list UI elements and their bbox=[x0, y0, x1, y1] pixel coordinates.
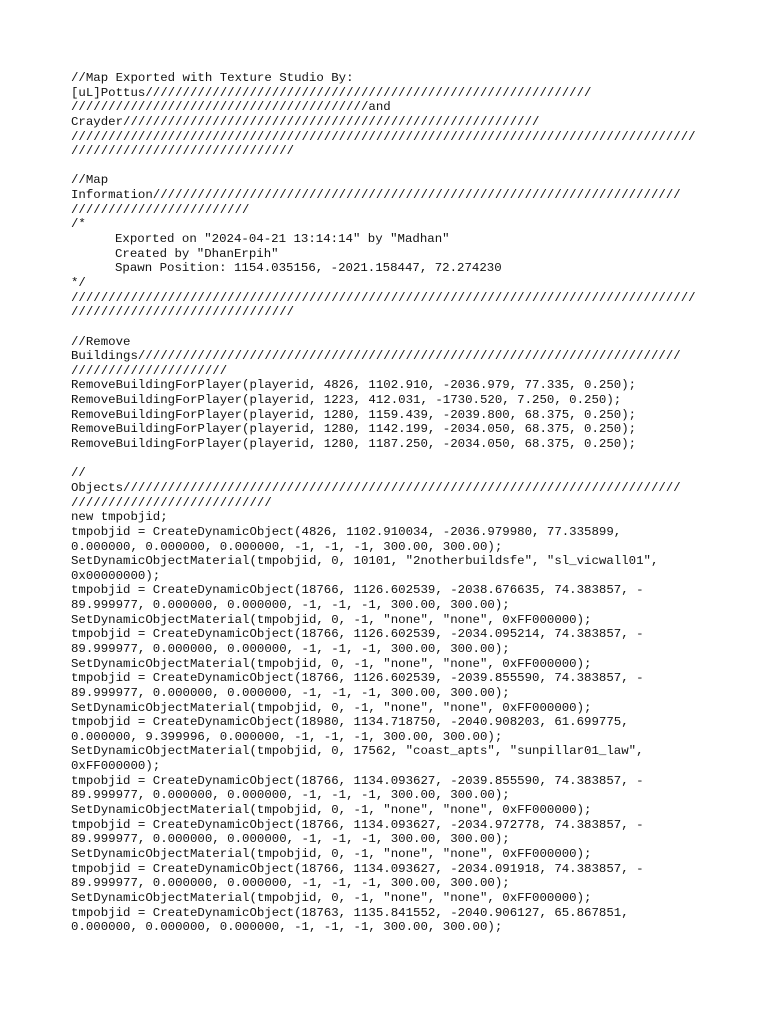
code-line: // bbox=[71, 466, 86, 481]
code-line: 89.999977, 0.000000, 0.000000, -1, -1, -1, 300.00, 300.00); bbox=[71, 832, 510, 847]
code-line: RemoveBuildingForPlayer(playerid, 4826, 1102.910, -2036.979, 77.335, 0.250); bbox=[71, 378, 637, 393]
code-line: SetDynamicObjectMaterial(tmpobjid, 0, -1, "none", "none", 0xFF000000); bbox=[71, 803, 592, 818]
code-line: RemoveBuildingForPlayer(playerid, 1280, 1142.199, -2034.050, 68.375, 0.250); bbox=[71, 422, 637, 437]
code-line: //////////////////////// bbox=[71, 202, 250, 217]
code-line: //////////////////////////////////////////////////////////////////////////////////// bbox=[71, 290, 696, 305]
code-line: //////////////////////////////////////////////////////////////////////////////////// bbox=[71, 129, 696, 144]
code-line: Buildings///////////////////////////////////////////////////////////////////////// bbox=[71, 349, 681, 364]
code-line: tmpobjid = CreateDynamicObject(4826, 1102.910034, -2036.979980, 77.335899, bbox=[71, 524, 622, 539]
code-line: RemoveBuildingForPlayer(playerid, 1223, 412.031, -1730.520, 7.250, 0.250); bbox=[71, 393, 622, 408]
code-line: ////////////////////////////////////////and bbox=[71, 100, 391, 115]
code-line: /////////////////////////// bbox=[71, 495, 272, 510]
code-line: 89.999977, 0.000000, 0.000000, -1, -1, -1, 300.00, 300.00); bbox=[71, 641, 510, 656]
blank-line bbox=[71, 452, 711, 467]
code-line: Crayder//////////////////////////////////////////////////////// bbox=[71, 114, 540, 129]
code-line: 89.999977, 0.000000, 0.000000, -1, -1, -1, 300.00, 300.00); bbox=[71, 685, 510, 700]
code-line: /* bbox=[71, 217, 86, 232]
code-line: SetDynamicObjectMaterial(tmpobjid, 0, -1, "none", "none", 0xFF000000); bbox=[71, 890, 592, 905]
code-line: ////////////////////////////// bbox=[71, 305, 295, 320]
code-line: RemoveBuildingForPlayer(playerid, 1280, 1159.439, -2039.800, 68.375, 0.250); bbox=[71, 407, 637, 422]
code-line: tmpobjid = CreateDynamicObject(18766, 1134.093627, -2039.855590, 74.383857, - bbox=[71, 773, 644, 788]
code-line: 0.000000, 0.000000, 0.000000, -1, -1, -1, 300.00, 300.00); bbox=[71, 539, 503, 554]
code-document bbox=[71, 71, 711, 935]
code-line: tmpobjid = CreateDynamicObject(18766, 1126.602539, -2038.676635, 74.383857, - bbox=[71, 583, 644, 598]
code-line: tmpobjid = CreateDynamicObject(18766, 1126.602539, -2039.855590, 74.383857, - bbox=[71, 671, 644, 686]
code-line: new tmpobjid; bbox=[71, 510, 168, 525]
code-line: [uL]Pottus//////////////////////////////////////////////////////////// bbox=[71, 85, 592, 100]
blank-line bbox=[71, 320, 711, 335]
code-line: Objects/////////////////////////////////////////////////////////////////////////// bbox=[71, 480, 681, 495]
code-line: 89.999977, 0.000000, 0.000000, -1, -1, -1, 300.00, 300.00); bbox=[71, 876, 510, 891]
code-line: //Map bbox=[71, 173, 109, 188]
code-line: SetDynamicObjectMaterial(tmpobjid, 0, -1, "none", "none", 0xFF000000); bbox=[71, 612, 592, 627]
code-line: RemoveBuildingForPlayer(playerid, 1280, 1187.250, -2034.050, 68.375, 0.250); bbox=[71, 437, 637, 452]
code-line: 0xFF000000); bbox=[71, 759, 161, 774]
code-line: //Map Exported with Texture Studio By: bbox=[71, 71, 354, 85]
code-line: SetDynamicObjectMaterial(tmpobjid, 0, -1, "none", "none", 0xFF000000); bbox=[71, 846, 592, 861]
code-line: 89.999977, 0.000000, 0.000000, -1, -1, -1, 300.00, 300.00); bbox=[71, 598, 510, 613]
blank-line bbox=[71, 159, 711, 174]
code-line: SetDynamicObjectMaterial(tmpobjid, 0, -1, "none", "none", 0xFF000000); bbox=[71, 700, 592, 715]
code-line: 89.999977, 0.000000, 0.000000, -1, -1, -1, 300.00, 300.00); bbox=[71, 788, 510, 803]
code-line: tmpobjid = CreateDynamicObject(18766, 1134.093627, -2034.091918, 74.383857, - bbox=[71, 861, 644, 876]
code-line: //Remove bbox=[71, 334, 131, 349]
code-line: tmpobjid = CreateDynamicObject(18763, 1135.841552, -2040.906127, 65.867851, bbox=[71, 905, 629, 920]
code-line: tmpobjid = CreateDynamicObject(18980, 1134.718750, -2040.908203, 61.699775, bbox=[71, 715, 629, 730]
code-line: tmpobjid = CreateDynamicObject(18766, 1134.093627, -2034.972778, 74.383857, - bbox=[71, 817, 644, 832]
code-line: 0.000000, 9.399996, 0.000000, -1, -1, -1, 300.00, 300.00); bbox=[71, 729, 503, 744]
code-line: ///////////////////// bbox=[71, 363, 228, 378]
code-line: SetDynamicObjectMaterial(tmpobjid, 0, 17562, "coast_apts", "sunpillar01_law", bbox=[71, 744, 644, 759]
code-line: tmpobjid = CreateDynamicObject(18766, 1126.602539, -2034.095214, 74.383857, - bbox=[71, 627, 644, 642]
code-line: ////////////////////////////// bbox=[71, 144, 295, 159]
code-line: 0.000000, 0.000000, 0.000000, -1, -1, -1, 300.00, 300.00); bbox=[71, 920, 503, 935]
code-line: SetDynamicObjectMaterial(tmpobjid, 0, 10101, "2notherbuildsfe", "sl_vicwall01", bbox=[71, 554, 659, 569]
code-line: Created by "DhanErpih" bbox=[115, 246, 279, 261]
code-line: 0x00000000); bbox=[71, 568, 161, 583]
code-line: Exported on "2024-04-21 13:14:14" by "Madhan" bbox=[115, 232, 450, 247]
code-line: Spawn Position: 1154.035156, -2021.158447, 72.274230 bbox=[115, 261, 502, 276]
code-line: Information/////////////////////////////////////////////////////////////////////// bbox=[71, 188, 681, 203]
code-line: */ bbox=[71, 275, 86, 290]
code-line: SetDynamicObjectMaterial(tmpobjid, 0, -1, "none", "none", 0xFF000000); bbox=[71, 656, 592, 671]
